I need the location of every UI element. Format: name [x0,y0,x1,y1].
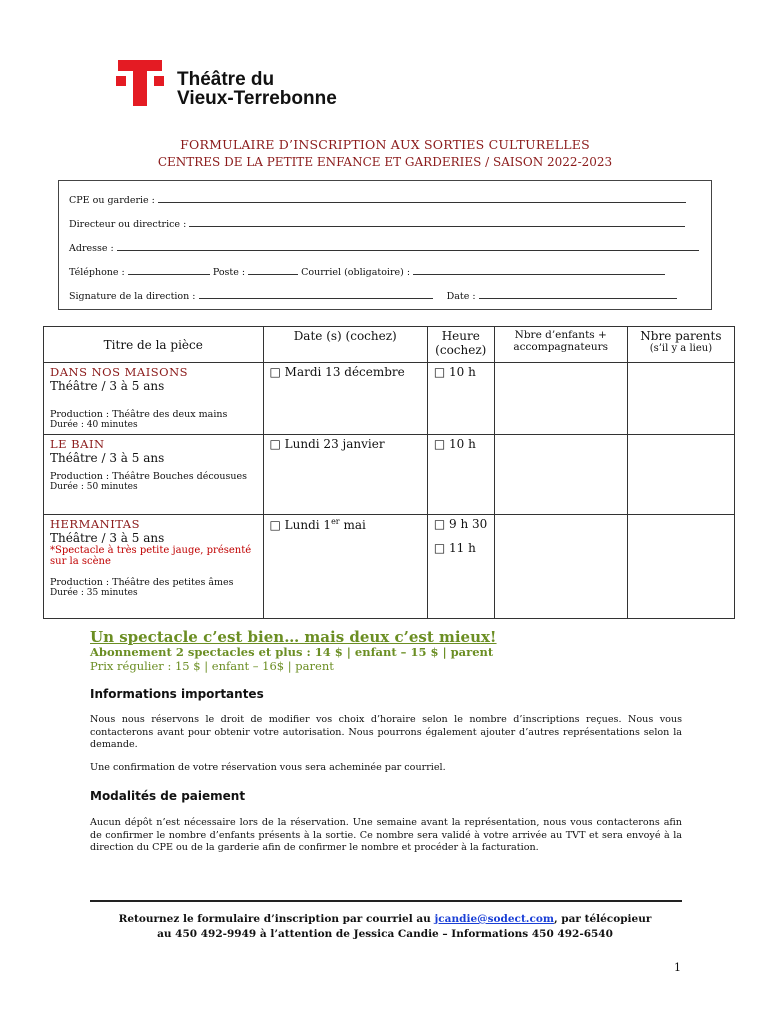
footer-text [0,912,770,942]
header-dates [263,327,427,363]
children-count-cell[interactable] [494,363,627,435]
promo-subscription: Abonnement 2 spectacles et plus : 14 $ | enfant – 15 $ | parent [90,645,494,659]
date-option[interactable]: □ Lundi 23 janvier [263,435,427,515]
show-duration: Durée : 40 minutes [50,420,138,430]
director-field[interactable] [189,217,685,227]
header-parents-note: (s’il y a lieu) [649,343,713,354]
address-label: Adresse : [69,243,114,254]
email-label: Courriel (obligatoire) : [301,267,411,278]
logo-line-2: Vieux-Terrebonne [177,88,337,109]
contact-email-link[interactable]: jcandie@sodect.com [434,913,554,925]
show-cell [44,435,264,515]
info-heading: Informations importantes [90,687,264,701]
children-count-cell[interactable] [494,435,627,515]
email-field[interactable] [413,265,665,275]
header-time: Heure (cochez) [427,327,494,363]
form-title: FORMULAIRE D’INSCRIPTION AUX SORTIES CULTURELLES [180,137,590,152]
phone-label: Téléphone : [69,267,125,278]
footer-line-1 [0,912,770,927]
logo-text [177,70,337,108]
extension-label: Poste : [212,267,246,278]
header-parents-text: Nbre parents [640,329,722,343]
date-option[interactable] [263,515,427,619]
cpe-label: CPE ou garderie : [69,195,155,206]
header-parents [627,327,734,363]
date-option-month: mai [339,518,366,532]
promo-headline: Un spectacle c’est bien… mais deux c’est mieux! [90,628,497,646]
show-genre: Théâtre / 3 à 5 ans [50,379,165,393]
table-row [44,435,735,515]
date-field[interactable] [479,289,677,299]
parents-count-cell[interactable] [627,515,734,619]
show-genre: Théâtre / 3 à 5 ans [50,531,165,545]
footer-line-2: au 450 492-9949 à l’attention de Jessica Candie – Informations 450 492-6540 [157,928,613,940]
time-options [427,515,494,619]
show-note: *Spectacle à très petite jauge, présenté sur la scène [50,545,252,567]
show-production: Production : Théâtre Bouches décousues [50,471,247,482]
show-title: HERMANITAS [50,517,140,531]
page-number: 1 [674,961,681,974]
time-option[interactable]: □ 11 h [433,541,476,555]
show-production: Production : Théâtre des petites âmes [50,577,234,588]
signature-label: Signature de la direction : [69,291,196,302]
info-paragraph-2: Une confirmation de votre réservation vous sera acheminée par courriel. [90,762,446,773]
show-genre: Théâtre / 3 à 5 ans [50,451,165,465]
footer-text-part1: Retournez le formulaire d’inscription par courriel au [118,913,435,925]
schedule-table [43,326,735,619]
date-option[interactable]: □ Mardi 13 décembre [263,363,427,435]
header-dates-text: Date (s) (cochez) [293,329,397,343]
table-header-row [44,327,735,363]
children-count-cell[interactable] [494,515,627,619]
director-label: Directeur ou directrice : [69,219,187,230]
footer-text-part2: , par télécopieur [553,913,652,925]
payment-paragraph: Aucun dépôt n’est nécessaire lors de la réservation. Une semaine avant la représentation, nous vous contacterons afin de confirmer le nombre d’enfants présents à la sortie. Ce nombre sera validé à votre arrivée au TVT et sera envoyé à la direction du CPE ou de la garderie afin de confirmer le nombre et procéder à la facturation. [90,817,682,853]
promo-regular-price: Prix régulier : 15 $ | enfant – 16$ | parent [90,659,334,673]
time-option[interactable]: □ 10 h [427,363,494,435]
form-subtitle: CENTRES DE LA PETITE ENFANCE ET GARDERIES / SAISON 2022-2023 [157,155,613,169]
header-title: Titre de la pièce [44,327,264,363]
header-children: Nbre d’enfants + accompagnateurs [494,327,627,363]
info-paragraph-1: Nous nous réservons le droit de modifier vos choix d’horaire selon le nombre d’inscriptions reçues. Nous vous contacterons avant pour obtenir votre autorisation. Nous pourrons également ajouter d’autres représentations selon la demande. [90,714,682,750]
cpe-field[interactable] [158,193,686,203]
show-duration: Durée : 35 minutes [50,588,138,598]
payment-heading: Modalités de paiement [90,789,246,803]
parents-count-cell[interactable] [627,363,734,435]
table-row [44,363,735,435]
date-option-suffix: er [331,517,340,526]
address-field[interactable] [117,241,699,251]
show-production: Production : Théâtre des deux mains [50,409,228,420]
extension-field[interactable] [248,265,298,275]
show-cell [44,515,264,619]
date-label: Date : [446,291,476,302]
theatre-logo-icon [116,60,164,106]
show-duration: Durée : 50 minutes [50,482,138,492]
show-cell [44,363,264,435]
time-option[interactable]: □ 10 h [427,435,494,515]
time-option[interactable]: □ 9 h 30 [433,517,488,531]
show-title: LE BAIN [50,437,105,451]
footer-divider [90,900,682,902]
table-row [44,515,735,619]
logo-line-1: Théâtre du [177,69,275,90]
parents-count-cell[interactable] [627,435,734,515]
date-option-text: □ Lundi 1 [269,518,332,532]
registration-form [58,180,712,310]
phone-field[interactable] [128,265,210,275]
show-title: DANS NOS MAISONS [50,365,189,379]
signature-field[interactable] [199,289,433,299]
